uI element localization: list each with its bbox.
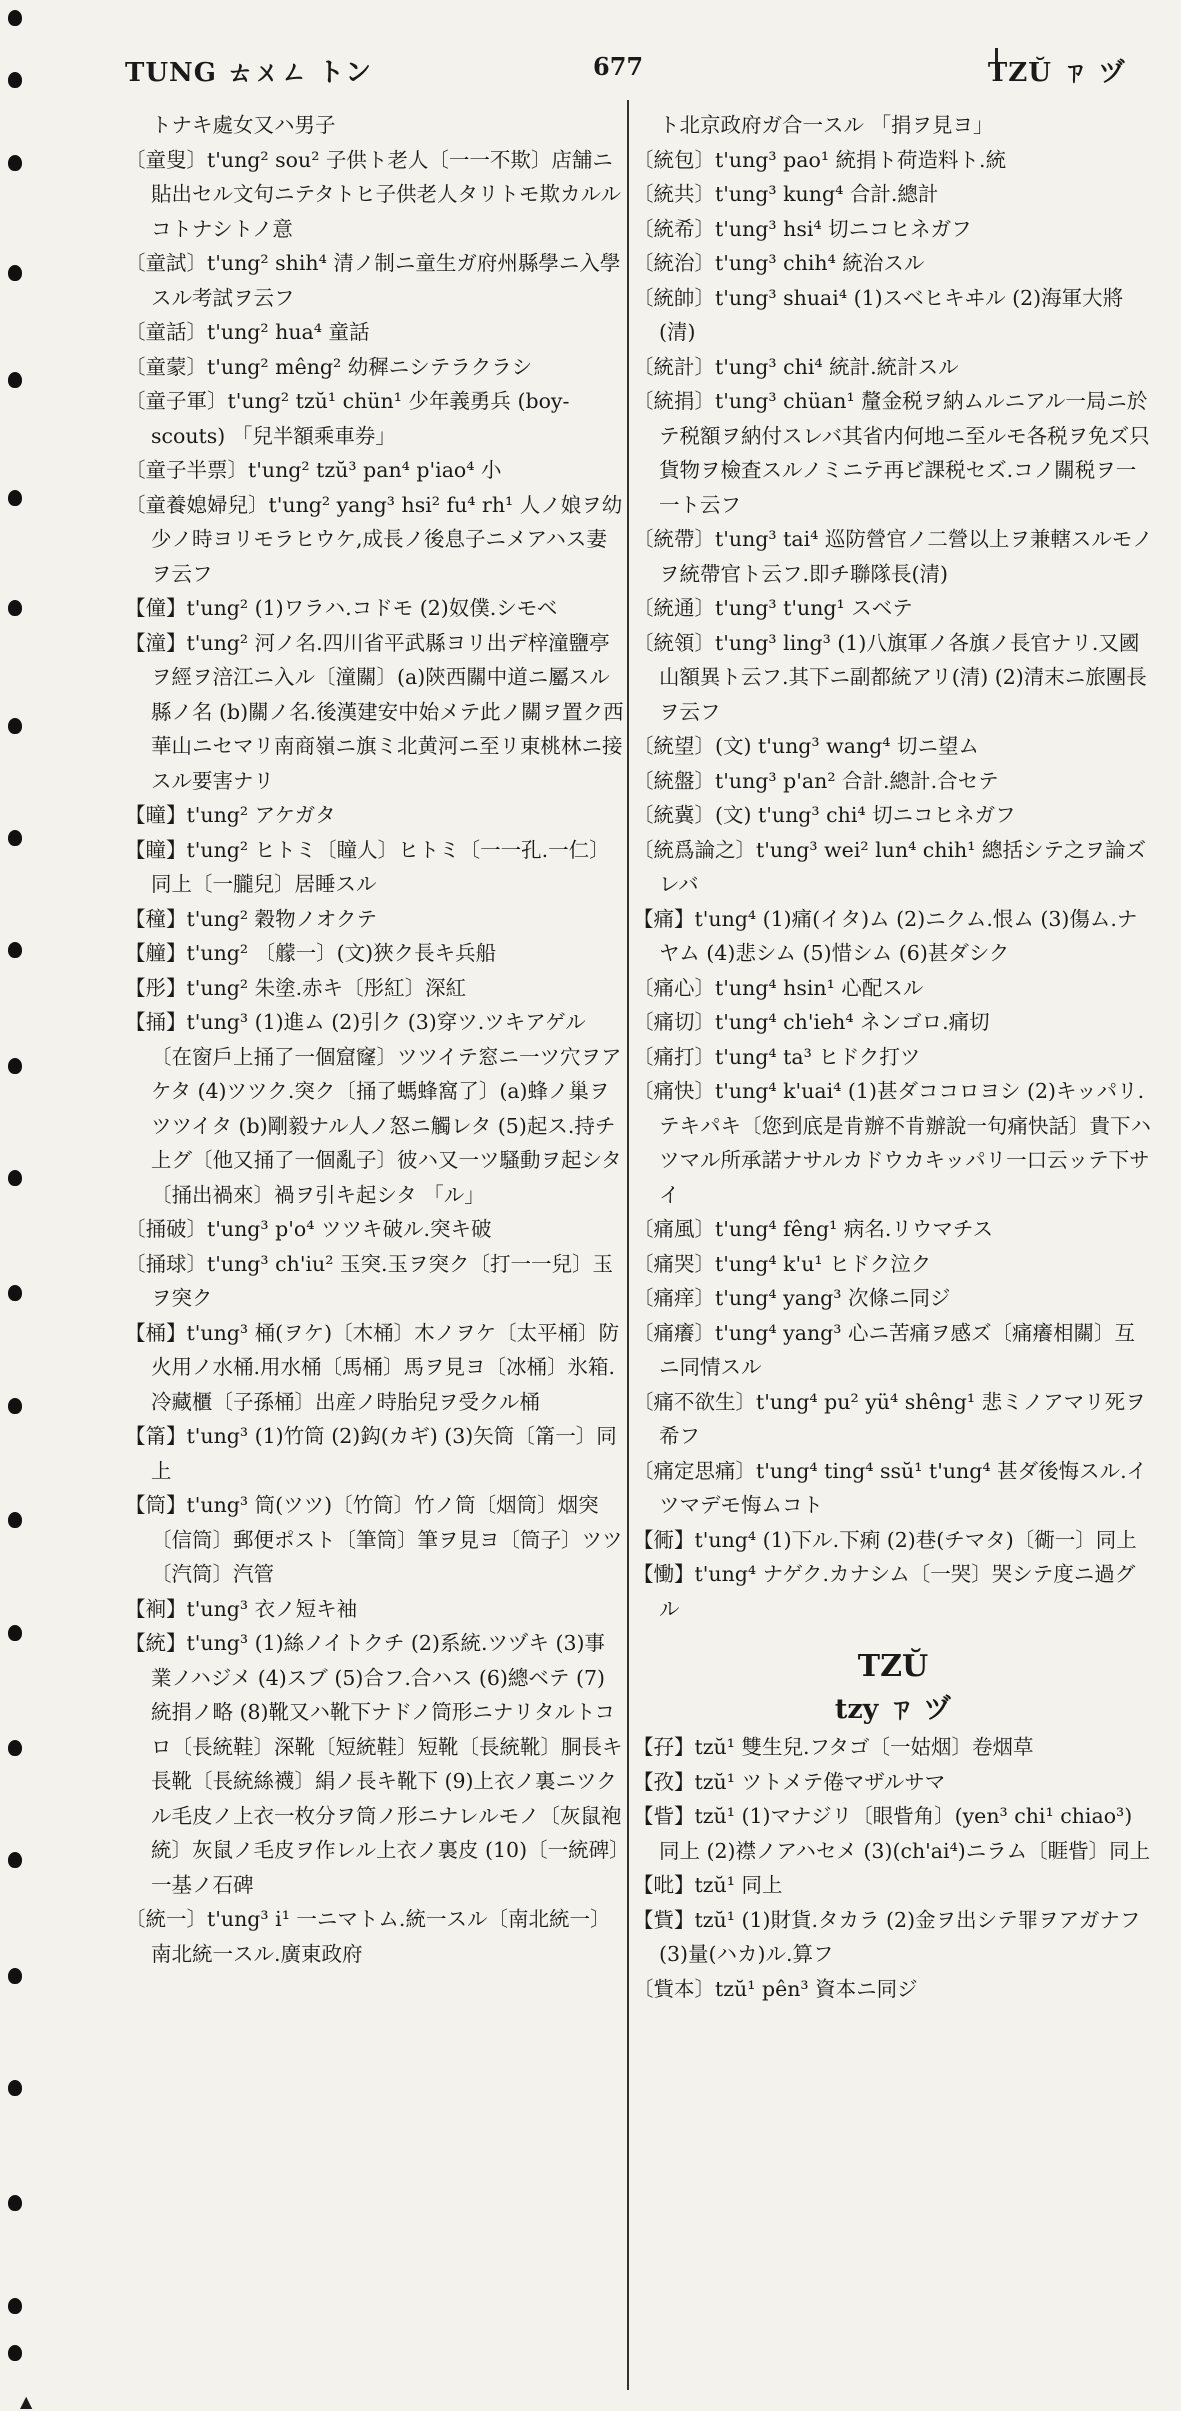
dictionary-entry: 〔統一〕t'ung³ i¹ 一ニマトム.統一スル〔南北統一〕南北統一スル.廣東政府 (125, 1907, 611, 1966)
binding-dot (8, 830, 22, 846)
dictionary-entry: 【衕】t'ung⁴ (1)下ル.下痢 (2)巷(チマタ)〔衚一〕同上 (633, 1527, 1137, 1552)
binding-dot (8, 2080, 22, 2096)
dictionary-entry: 【眥】tzŭ¹ (1)マナジリ〔眼眥角〕(yen³ chi¹ chiao³) 同上 (2)襟ノアハセメ (3)(ch'ai⁴)ニラム〔睚眥〕同上 (633, 1804, 1151, 1863)
binding-dot (8, 155, 22, 171)
section-heading: TZŬ (857, 1649, 929, 1684)
dictionary-entry: 〔痛哭〕t'ung⁴ k'u¹ ヒドク泣ク (633, 1251, 932, 1276)
dictionary-entry: 〔統包〕t'ung³ pao¹ 統捐ト荷造料ト.統 (633, 147, 1007, 172)
dictionary-entry: 〔統帶〕t'ung³ tai⁴ 巡防營官ノ二營以上ヲ兼轄スルモノヲ統帶官ト云フ.即チ聯隊長(清) (633, 527, 1153, 586)
corner-mark: ▲ (20, 2392, 33, 2411)
dictionary-entry: 〔痛快〕t'ung⁴ k'uai⁴ (1)甚ダココロヨシ (2)キッパリ.テキパキ〔您到底是肯辦不肯辦說一句痛快話〕貴下ハツマル所承諾ナサルカドウカキッパリ一口云ッテ下サイ (633, 1079, 1151, 1207)
punch-hole-dots (6, 0, 33, 2411)
dictionary-entry: 【痛】t'ung⁴ (1)痛(イタ)ム (2)ニクム.恨ム (3)傷ム.ナヤム (4)悲シム (5)惜シム (6)甚ダシク (633, 906, 1138, 965)
dictionary-entry: 【貲】tzŭ¹ (1)財貨.タカラ (2)金ヲ出シテ罪ヲアガナフ (3)量(ハカ)ル.算フ (633, 1907, 1141, 1966)
dictionary-entry: 〔童子半票〕t'ung² tzŭ³ pan⁴ p'iao⁴ 小 (125, 458, 502, 482)
dictionary-entry: 〔統治〕t'ung³ chih⁴ 統治スル (633, 251, 925, 275)
binding-dot (8, 1512, 22, 1528)
dictionary-entry: 【筒】t'ung³ 筒(ツツ)〔竹筒〕竹ノ筒〔烟筒〕烟突〔信筒〕郵便ポスト〔筆筒〕筆ヲ見ヨ〔筒子〕ツツ〔汽筒〕汽管 (125, 1493, 623, 1586)
binding-dot (8, 718, 22, 734)
dictionary-entry: 〔痛心〕t'ung⁴ hsin¹ 心配スル (633, 975, 924, 1000)
dictionary-entry: 【吡】tzŭ¹ 同上 (633, 1873, 783, 1897)
binding-dot (8, 2298, 22, 2314)
dictionary-entry: 〔痛癢〕t'ung⁴ yang³ 心ニ苦痛ヲ感ズ〔痛癢相關〕互ニ同情スル (633, 1320, 1135, 1379)
binding-dot (8, 1058, 22, 1074)
binding-dot (8, 1170, 22, 1186)
dictionary-entry: 【彤】t'ung² 朱塗.赤キ〔彤紅〕深紅 (125, 975, 467, 1000)
binding-dot (8, 1852, 22, 1868)
dictionary-entry: 【穜】t'ung² 穀物ノオクテ (125, 906, 378, 931)
left-column (125, 108, 625, 2378)
dictionary-entry: 【瞳】t'ung² ヒトミ〔瞳人〕ヒトミ〔一一孔.一仁〕同上〔一朧兒〕居睡スル (125, 837, 610, 896)
dictionary-entry: 【曈】t'ung² アケガタ (125, 803, 336, 827)
binding-dot (8, 1285, 22, 1301)
dictionary-entry: 【筩】t'ung³ (1)竹筒 (2)鈎(カギ) (3)矢筒〔筩一〕同上 (125, 1424, 617, 1483)
page-number: 677 (593, 52, 644, 81)
dictionary-entry: 〔統冀〕(文) t'ung³ chi⁴ 切ニコヒネガフ (633, 803, 1016, 827)
dictionary-entry: 〔捅破〕t'ung³ p'o⁴ ツツキ破ル.突キ破 (125, 1217, 492, 1241)
dictionary-entry: 〔痛痒〕t'ung⁴ yang³ 次條ニ同ジ (633, 1286, 951, 1310)
dictionary-entry: 【捅】t'ung³ (1)進ム (2)引ク (3)穿ツ.ツキアゲル〔在窗戶上捅了一個窟窿〕ツツイテ窓ニ一ツ穴ヲアケタ (4)ツツク.突ク〔捅了螞蜂窩了〕(a)蜂ノ巢ヲツツイタ (b)剛毅ナル人ノ怒ニ觸レタ (5)起ス.持チ上グ〔他又捅了一個亂子〕彼ハ又一ツ騷動ヲ起シタ〔捅出禍來〕禍ヲ引キ起シタ 「ル」 (125, 1010, 622, 1207)
binding-dot (8, 1968, 22, 1984)
dictionary-entry: 〔統帥〕t'ung³ shuai⁴ (1)スベヒキヰル (2)海軍大將(清) (633, 285, 1124, 344)
binding-dot (8, 372, 22, 388)
binding-dot (8, 265, 22, 281)
dictionary-entry: 〔痛打〕t'ung⁴ ta³ ヒドク打ツ (633, 1044, 921, 1069)
dictionary-entry: 【潼】t'ung² 河ノ名.四川省平武縣ヨリ出デ梓潼鹽亭ヲ經ヲ涪江ニ入ル〔潼關〕(a)陝西關中道ニ屬スル縣ノ名 (b)關ノ名.後漢建安中始メテ此ノ關ヲ置ク西華山ニセマリ南商嶺ニ旗ミ北黄河ニ至リ東桃林ニ接スル要害ナリ (125, 630, 624, 793)
dictionary-entry: 〔童試〕t'ung² shih⁴ 清ノ制ニ童生ガ府州縣學ニ入學スル考試ヲ云フ (125, 251, 621, 310)
binding-dot (8, 600, 22, 616)
dictionary-entry: トナキ處女又ハ男子 (151, 113, 336, 137)
binding-dot (8, 2195, 22, 2211)
dictionary-entry: 〔統爲論之〕t'ung³ wei² lun⁴ chih¹ 總括シテ之ヲ論ズレバ (633, 837, 1146, 896)
header-right-guide: TZŬ ㄗ ヅ (987, 58, 1126, 88)
binding-dot (8, 72, 22, 88)
binding-dot (8, 942, 22, 958)
dictionary-entry: 〔童子軍〕t'ung² tzŭ¹ chün¹ 少年義勇兵 (boy-scouts) 「兒半額乘車券」 (125, 389, 570, 448)
dictionary-entry: 【裥】t'ung³ 衣ノ短キ袖 (125, 1596, 358, 1621)
binding-dot (8, 490, 22, 506)
section-subheading: tzy ㄗ ヅ (834, 1694, 952, 1725)
dictionary-entry: 〔痛不欲生〕t'ung⁴ pu² yü⁴ shêng¹ 悲ミノアマリ死ヲ希フ (633, 1389, 1146, 1448)
dictionary-entry: 【統】t'ung³ (1)絲ノイトクチ (2)系統.ツヅキ (3)事業ノハジメ (4)スブ (5)合フ.合ハス (6)總ベテ (7)統捐ノ略 (8)靴又ハ靴下ナドノ筒形ニナリタルトコロ〔長統鞋〕深靴〔短統鞋〕短靴〔長統靴〕胴長キ長靴〔長統絲襪〕絹ノ長キ靴下 (9)上衣ノ裏ニツクル毛皮ノ上衣一枚分ヲ筒ノ形ニナレルモノ〔灰鼠袍統〕灰鼠ノ毛皮ヲ作レル上衣ノ裏皮 (10)〔一統碑〕一基ノ石碑 (125, 1631, 623, 1897)
dictionary-entry: 〔痛定思痛〕t'ung⁴ ting⁴ ssŭ¹ t'ung⁴ 甚ダ後悔スル.イツマデモ悔ムコト (633, 1458, 1148, 1517)
dictionary-entry: 〔童養媳婦兒〕t'ung² yang³ hsi² fu⁴ rh¹ 人ノ娘ヲ幼少ノ時ヨリモラヒウケ,成長ノ後息子ニメアハス妻ヲ云フ (125, 492, 623, 586)
dictionary-entry: ト北京政府ガ合一スル 「捐ヲ見ヨ」 (659, 113, 994, 137)
dictionary-entry: 【艟】t'ung² 〔艨一〕(文)狹ク長キ兵船 (125, 941, 497, 965)
binding-dot (8, 10, 22, 26)
column-divider (627, 100, 629, 2390)
dictionary-entry: 〔統盤〕t'ung³ p'an² 合計.總計.合セテ (633, 768, 999, 793)
dictionary-entry: 【桶】t'ung³ 桶(ヲケ)〔木桶〕木ノヲケ〔太平桶〕防火用ノ水桶.用水桶〔馬桶〕馬ヲ見ヨ〔冰桶〕氷箱.冷藏櫃〔子孫桶〕出産ノ時胎兒ヲ受クル桶 (125, 1320, 620, 1414)
dictionary-entry: 〔統希〕t'ung³ hsi⁴ 切ニコヒネガフ (633, 216, 972, 241)
dictionary-entry: 〔童叟〕t'ung² sou² 子供ト老人〔一一不欺〕店舗ニ貼出セル文句ニテタトヒ子供老人タリトモ欺カルルコトナシトノ意 (125, 147, 621, 241)
dictionary-entry: 〔統捐〕t'ung³ chüan¹ 釐金税ヲ納ムルニアル一局ニ於テ税額ヲ納付スレバ其省内何地ニ至ルモ各税ヲ免ズ只貨物ヲ檢査スルノミニテ再ビ課税セズ.コノ關税ヲ一一ト云フ (633, 389, 1150, 517)
binding-dot (8, 1740, 22, 1756)
dictionary-entry: 【僮】t'ung² (1)ワラハ.コドモ (2)奴僕.シモベ (125, 596, 558, 620)
binding-dot (8, 1625, 22, 1641)
dictionary-entry: 〔童話〕t'ung² hua⁴ 童話 (125, 320, 370, 344)
header-left-guide: TUNG ㄊㄨㄥ トン (125, 58, 373, 88)
dictionary-entry: 〔捅球〕t'ung³ ch'iu² 玉突.玉ヲ突ク〔打一一兒〕玉ヲ突ク (125, 1251, 613, 1310)
dictionary-entry: 〔貲本〕tzŭ¹ pên³ 資本ニ同ジ (633, 1976, 918, 2001)
dictionary-entry: 〔童蒙〕t'ung² mêng² 幼穉ニシテラクラシ (125, 354, 533, 379)
right-column (633, 108, 1153, 2378)
dictionary-entry: 〔統共〕t'ung³ kung⁴ 合計.總計 (633, 182, 939, 206)
binding-dot (8, 1398, 22, 1414)
dictionary-entry: 〔統計〕t'ung³ chi⁴ 統計.統計スル (633, 354, 959, 379)
binding-dot (8, 2345, 22, 2361)
dictionary-entry: 〔統通〕t'ung³ t'ung¹ スベテ (633, 596, 913, 620)
dictionary-entry: 〔統領〕t'ung³ ling³ (1)八旗軍ノ各旗ノ長官ナリ.又國山額異ト云フ.其下ニ副都統アリ(清) (2)清末ニ旅團長ヲ云フ (633, 630, 1147, 724)
dictionary-entry: 〔統望〕(文) t'ung³ wang⁴ 切ニ望ム (633, 734, 979, 758)
dictionary-entry: 【孜】tzŭ¹ ツトメテ倦マザルサマ (633, 1769, 946, 1794)
dictionary-entry: 〔痛風〕t'ung⁴ fêng¹ 病名.リウマチス (633, 1217, 994, 1241)
dictionary-entry: 【孖】tzŭ¹ 雙生兒.フタゴ〔一姑烟〕卷烟草 (633, 1735, 1034, 1759)
dictionary-entry: 〔痛切〕t'ung⁴ ch'ieh⁴ ネンゴロ.痛切 (633, 1010, 990, 1034)
page-header (125, 48, 1126, 92)
dictionary-entry: 【慟】t'ung⁴ ナゲク.カナシム〔一哭〕哭シテ度ニ過グル (633, 1562, 1136, 1621)
